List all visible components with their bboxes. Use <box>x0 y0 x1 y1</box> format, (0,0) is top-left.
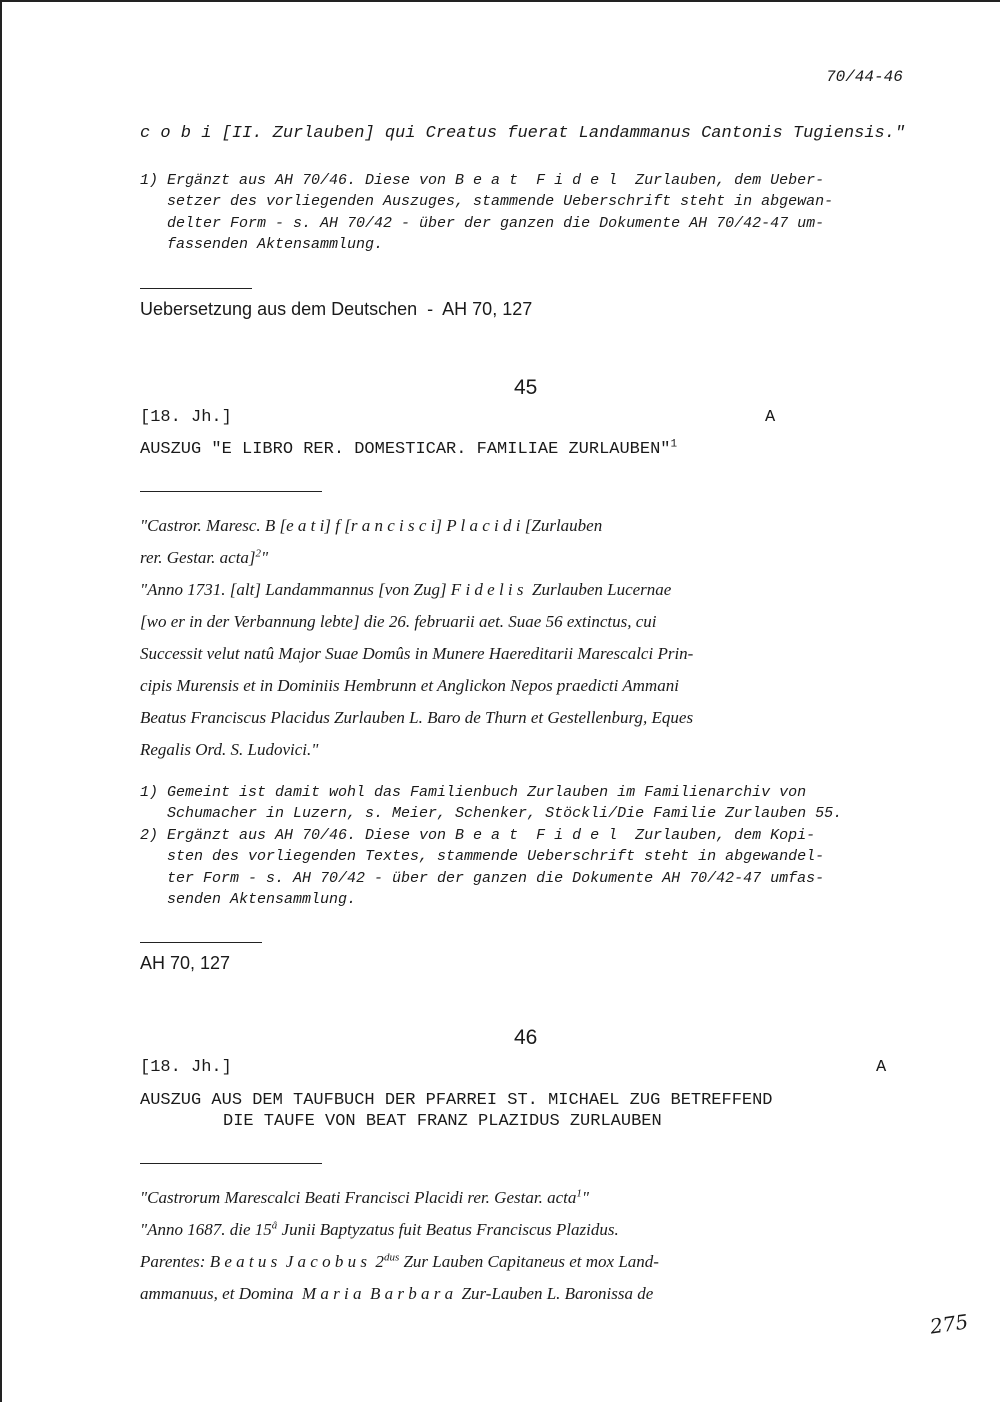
document-date-46: [18. Jh.] <box>140 1058 232 1077</box>
footnote-line: 2) Ergänzt aus AH 70/46. Diese von B e a t F i d e l Zurlauben, dem Kopi- <box>140 827 816 844</box>
footnote-line: Schumacher in Luzern, s. Meier, Schenker, Stöckli/Die Familie Zurlauben 55. <box>140 805 843 822</box>
scan-border-left <box>0 0 2 1402</box>
document-title-46-line1: AUSZUG AUS DEM TAUFBUCH DER PFARREI ST. MICHAEL ZUG BETREFFEND <box>140 1091 773 1110</box>
title-text: AUSZUG "E LIBRO RER. DOMESTICAR. FAMILIAE ZURLAUBEN" <box>140 440 671 459</box>
separator-rule <box>140 491 322 492</box>
text-span: " <box>261 548 269 567</box>
document-type-46: A <box>876 1058 887 1077</box>
footnote-line: delter Form - s. AH 70/42 - über der ganzen die Dokumente AH 70/42-47 um- <box>140 215 825 232</box>
footnote-line: 1) Ergänzt aus AH 70/46. Diese von B e a t F i d e l Zurlauben, dem Ueber- <box>140 172 825 189</box>
text-line: "Castror. Maresc. B [e a t i] f [r a n c i s c i] P l a c i d i [Zurlauben <box>140 516 603 535</box>
text-span: rer. Gestar. acta] <box>140 548 256 567</box>
superscript: â <box>271 1219 278 1232</box>
text-line: Regalis Ord. S. Ludovici." <box>140 740 319 759</box>
separator-rule <box>140 1163 322 1164</box>
footnote-line: fassenden Aktensammlung. <box>140 236 384 253</box>
text-line: "Anno 1731. [alt] Landammannus [von Zug] F i d e l i s Zurlauben Lucernae <box>140 580 672 599</box>
text-span: " <box>581 1188 589 1207</box>
handwritten-folio-number: 275 <box>928 1309 970 1339</box>
document-date-45: [18. Jh.] <box>140 408 232 427</box>
page-reference: 70/44-46 <box>826 68 903 86</box>
document-title-45 <box>140 439 677 461</box>
text-line: Beatus Franciscus Placidus Zurlauben L. Baro de Thurn et Gestellenburg, Eques <box>140 708 694 727</box>
document-number-45: 45 <box>514 376 538 399</box>
document-type-45: A <box>765 408 776 427</box>
text-span: "Anno 1687. die 15 <box>140 1220 272 1239</box>
footnote-line: sten des vorliegenden Textes, stammende Ueberschrift steht in abgewandel- <box>140 848 825 865</box>
footnote-line: senden Aktensammlung. <box>140 891 357 908</box>
document-number-46: 46 <box>514 1026 538 1049</box>
superscript: dus <box>383 1251 400 1264</box>
document-title-46-line2: DIE TAUFE VON BEAT FRANZ PLAZIDUS ZURLAUBEN <box>223 1112 662 1131</box>
scan-border-top <box>0 0 1000 2</box>
text-line <box>140 1246 659 1278</box>
text-line: Successit velut natû Major Suae Domûs in Munere Haereditarii Marescalci Prin- <box>140 644 694 663</box>
separator-rule <box>140 288 252 289</box>
text-line: cipis Murensis et in Dominiis Hembrunn et Anglickon Nepos praedicti Ammani <box>140 676 679 695</box>
text-span: "Castrorum Marescalci Beati Francisci Placidi rer. Gestar. acta <box>140 1188 577 1207</box>
source-note-44: Uebersetzung aus dem Deutschen - AH 70, 127 <box>140 299 533 319</box>
footnote-ref: 1 <box>670 438 678 451</box>
text-line: ammanuus, et Domina M a r i a B a r b a r a Zur-Lauben L. Baronissa de <box>140 1284 654 1303</box>
source-note-45: AH 70, 127 <box>140 953 231 973</box>
footnote-line: ter Form - s. AH 70/42 - über der ganzen die Dokumente AH 70/42-47 umfas- <box>140 870 825 887</box>
text-span: Zur Lauben Capitaneus et mox Land- <box>399 1252 659 1271</box>
separator-rule <box>140 942 262 943</box>
text-line: [wo er in der Verbannung lebte] die 26. februarii aet. Suae 56 extinctus, cui <box>140 612 657 631</box>
text-line <box>140 542 268 574</box>
text-line <box>140 1182 589 1214</box>
text-span: Parentes: B e a t u s J a c o b u s 2 <box>140 1252 384 1271</box>
footnote-line: setzer des vorliegenden Auszuges, stammende Ueberschrift steht in abgewan- <box>140 193 834 210</box>
text-line <box>140 1214 619 1246</box>
footnote-ref: 2 <box>255 547 262 560</box>
footnote-line: 1) Gemeint ist damit wohl das Familienbuch Zurlauben im Familienarchiv von <box>140 784 807 801</box>
footnote-ref: 1 <box>576 1187 582 1200</box>
continuation-line: c o b i [II. Zurlauben] qui Creatus fuerat Landammanus Cantonis Tugiensis." <box>140 124 906 143</box>
text-span: Junii Baptyzatus fuit Beatus Franciscus Plazidus. <box>277 1220 619 1239</box>
